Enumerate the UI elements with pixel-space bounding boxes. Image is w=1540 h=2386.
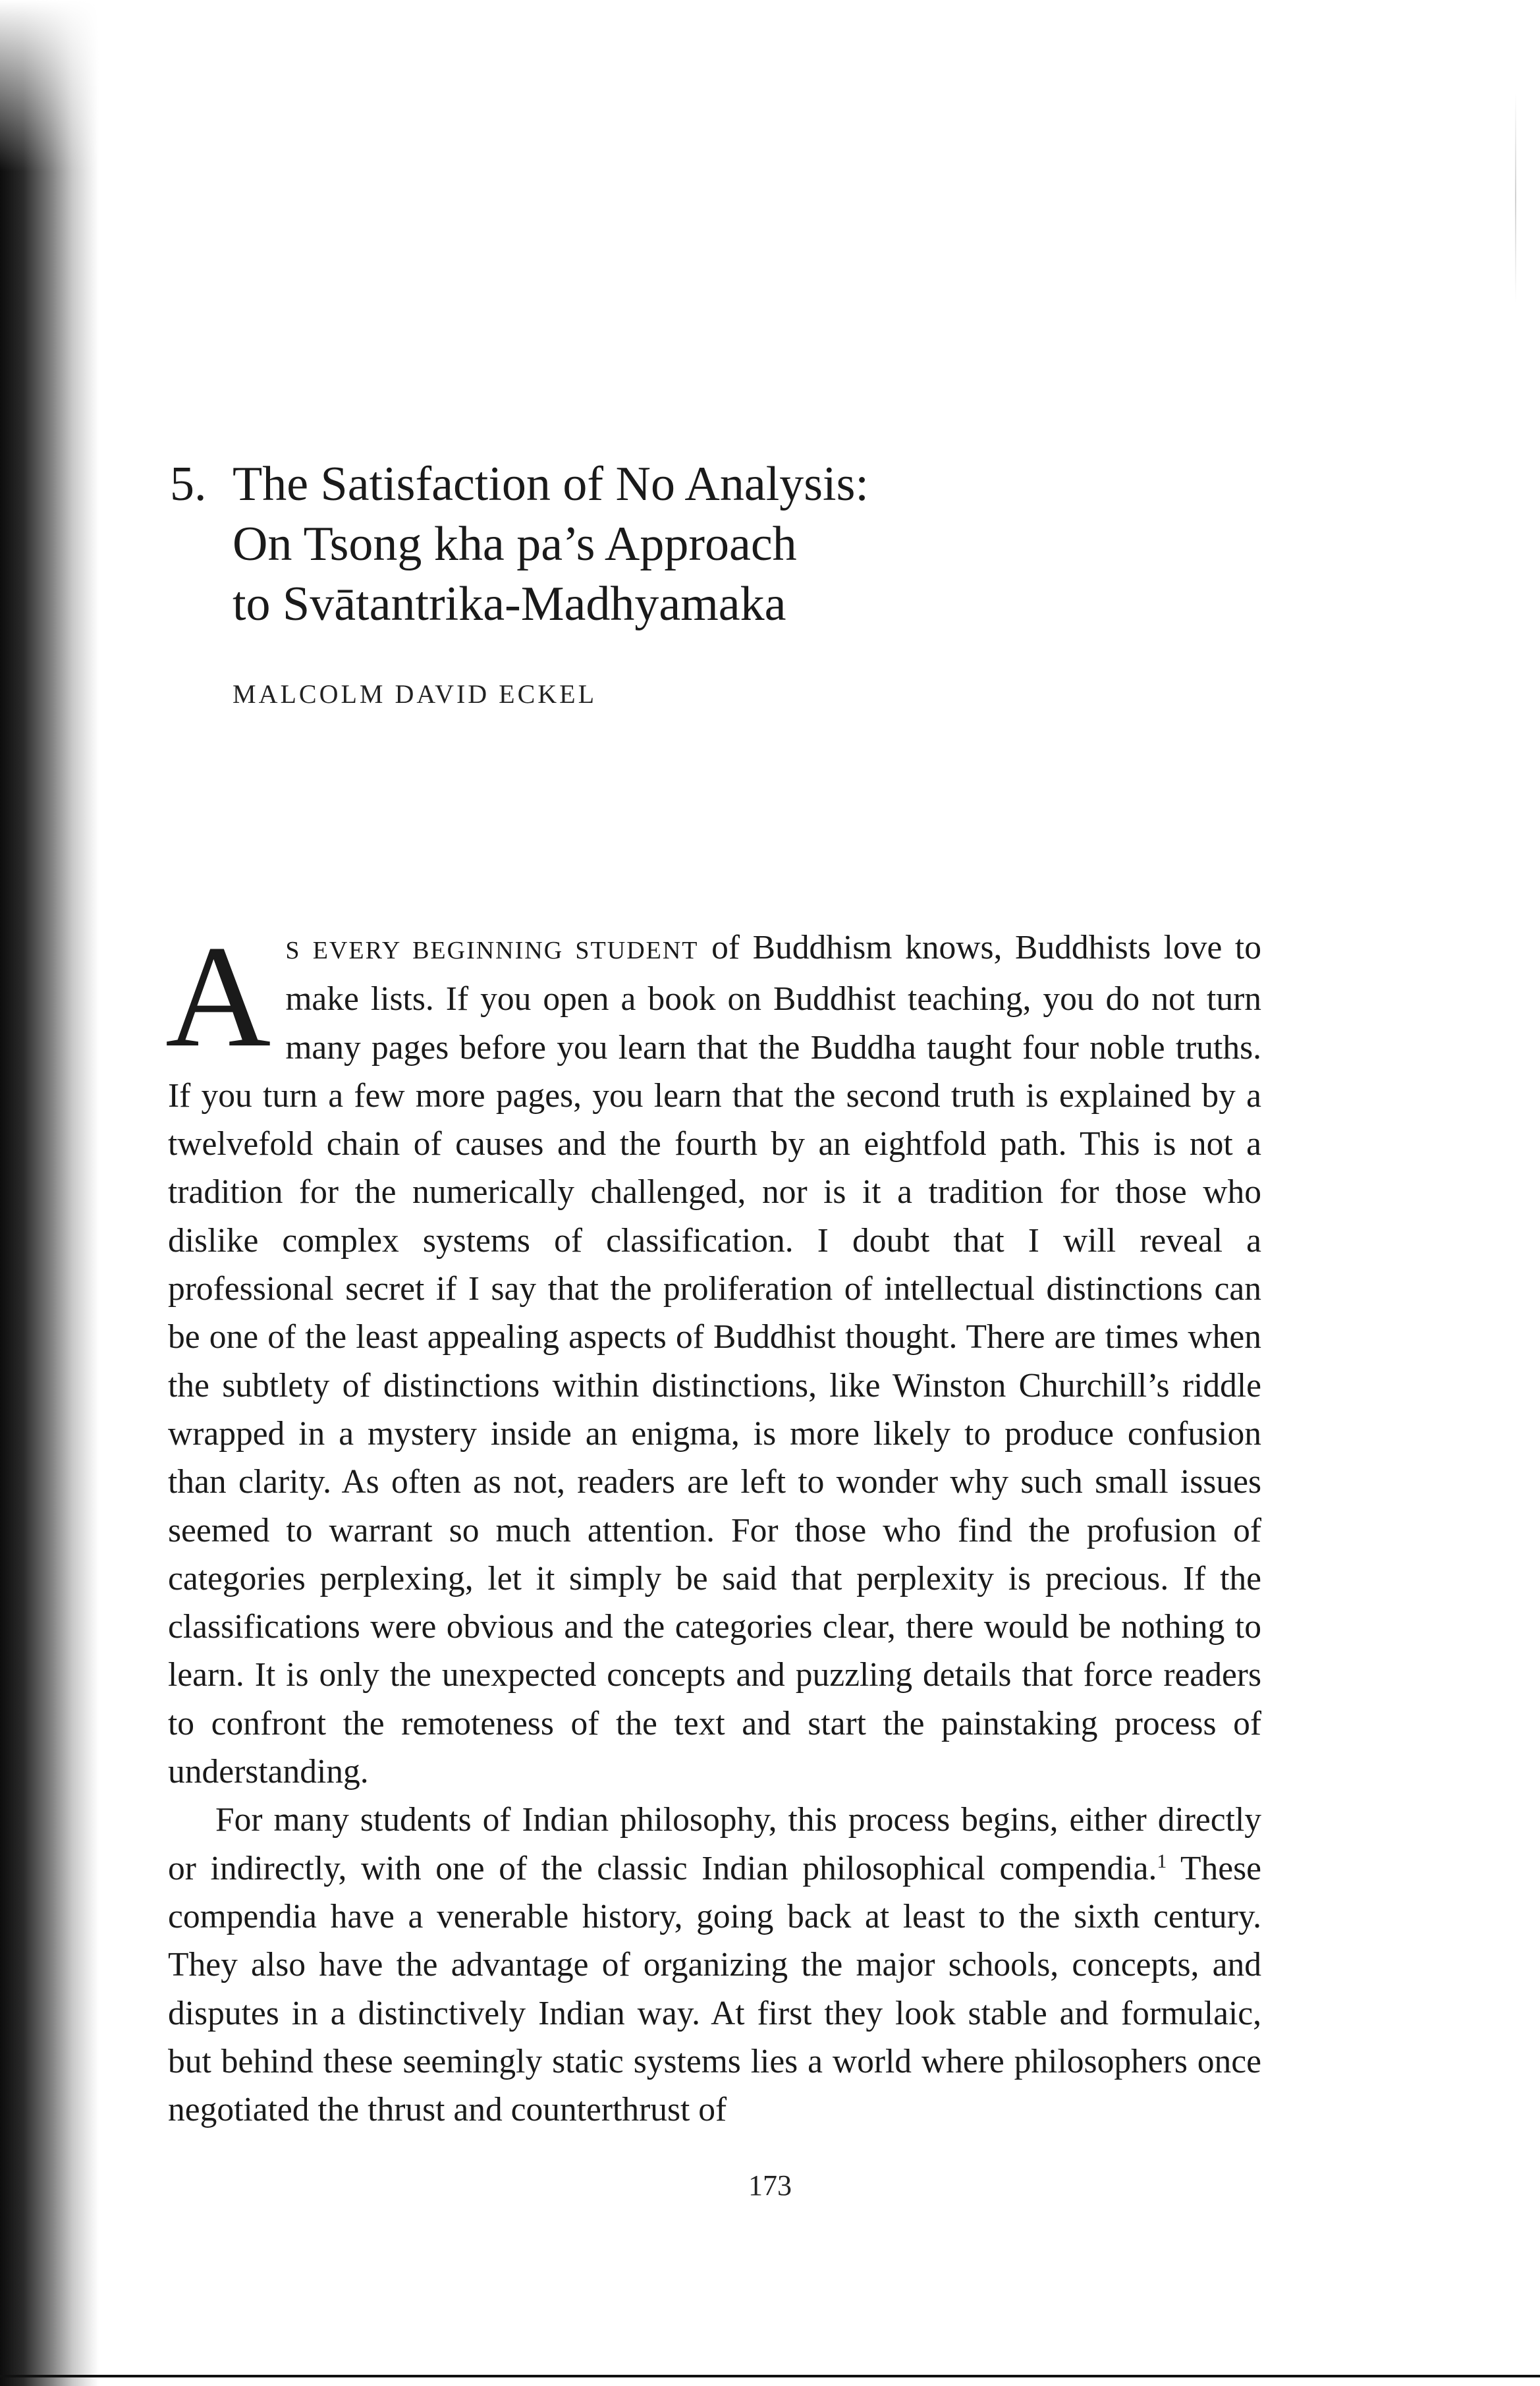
drop-cap: A (165, 916, 271, 1078)
paragraph-2 (168, 1796, 1261, 2134)
chapter-title-line-3: to Svātantrika-Madhyamaka (233, 577, 786, 631)
page-number: 173 (748, 2169, 792, 2202)
chapter-title (233, 455, 1286, 634)
author-name: MALCOLM DAVID ECKEL (233, 679, 597, 709)
chapter-title-line-2: On Tsong kha pa’s Approach (233, 517, 797, 571)
paragraph-1-text: of Buddhism knows, Buddhists love to make lists. If you open a book on Buddhist teaching, you do not turn many pages before you learn that the Buddha taught four noble truths. If you turn a few more pages, you learn that the second truth is explained by a twelvefold chain of causes and the fourth by an eightfold path. This is not a tradition for the numerically challenged, nor is it a tradition for those who dislike complex systems of classification. I doubt that I will reveal a professional secret if I say that the proliferation of intellectual distinctions can be one of the least appealing aspects of Buddhist thought. There are times when the subtlety of distinctions within distinctions, like Winston Churchill’s riddle wrapped in a mystery inside an enigma, is more likely to produce confusion than clarity. As often as not, readers are left to wonder why such small issues seemed to warrant so much attention. For those who find the profusion of categories perplexing, let it simply be said that perplexity is precious. If the classifications were obvious and the categories clear, there would be nothing to learn. It is only the unexpected concepts and puzzling details that force readers to confront the remoteness of the text and start the painstaking process of understanding. (168, 929, 1261, 1791)
body-text (165, 916, 1261, 2134)
scan-artifact (1515, 92, 1516, 303)
footnote-marker[interactable]: 1 (1157, 1850, 1167, 1872)
paragraph-2-text-end: These compendia have a venerable history, going back at least to the sixth century. They also have the advantage of organizing the major schools, concepts, and disputes in a distinctively Indian way. At first they look stable and formulaic, but behind these seemingly static systems lies a world where philosophers once negotiated the thrust and counterthrust of (168, 1849, 1261, 2129)
chapter-number: 5. (170, 457, 207, 511)
binding-shadow (0, 0, 99, 2386)
paragraph-2-text-start: For many students of Indian philosophy, this process begins, either directly or indirectly, with one of the classic Indian philosophical compendia. (168, 1801, 1261, 1887)
paragraph-1 (165, 916, 1261, 1796)
chapter-title-line-1: The Satisfaction of No Analysis: (233, 457, 869, 511)
lead-in-small-caps: S EVERY BEGINNING STUDENT (285, 937, 699, 964)
bottom-edge-line (0, 2375, 1540, 2377)
